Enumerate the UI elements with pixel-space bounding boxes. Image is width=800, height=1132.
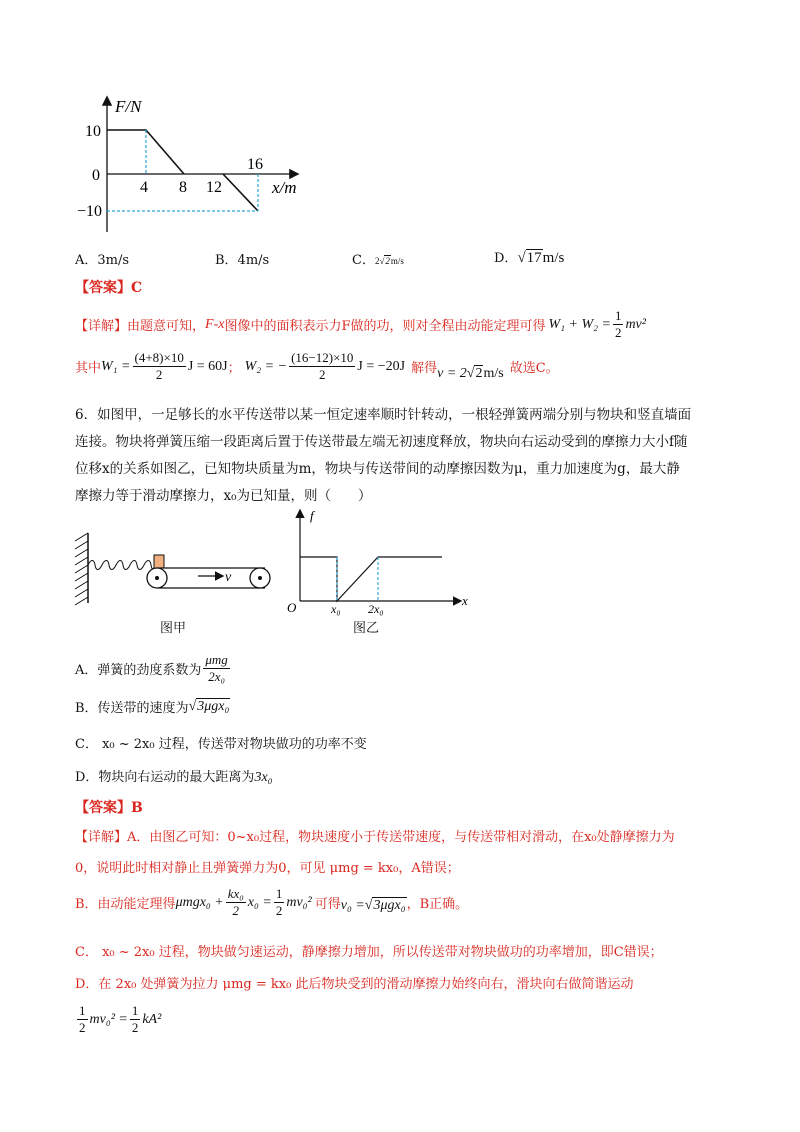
w1-frac — [133, 350, 186, 383]
q6-detail-a1: 【详解】A．由图乙可知：0~x₀过程，物块速度小于传送带速度，与传送带相对滑动，在x₀处静摩擦力为 — [75, 830, 675, 845]
yi-origin: O — [287, 600, 297, 615]
figure-jia-caption: 图甲 — [160, 621, 187, 636]
frac-num: (16−12)×10 — [291, 350, 354, 365]
y-tick-10: 10 — [85, 123, 101, 140]
q5-formula-lhs: W₁ + W₂ = — [548, 316, 611, 332]
frac-den: 2x₀ — [208, 669, 225, 684]
frac-num: 1 — [614, 308, 622, 323]
q5-detail — [75, 308, 646, 341]
last-mid: mv₀² = — [89, 1011, 128, 1027]
v-rad: 2 — [475, 365, 483, 381]
force-curve-negative — [223, 174, 258, 211]
q6-detail-c: C． x₀ ~ 2x₀ 过程，物块做匀速运动，静摩擦力增加，所以传送带对物块做功的功率增加，即C错误； — [75, 945, 663, 960]
q6-option-a — [75, 652, 232, 685]
q5-option-c — [352, 249, 404, 268]
yi-tick-2x0: 2x₀ — [368, 602, 384, 616]
sqrt-symbol: √17 — [517, 250, 542, 266]
q6-option-b — [75, 697, 230, 716]
frac-num: (4+8)×10 — [134, 350, 184, 365]
q6-stem-line-3: 位移x的关系如图乙，已知物块质量为m，物块与传送带间的动摩擦因数为μ，重力加速度为g，最大静 — [75, 461, 680, 477]
sqrt-symbol: √2 — [466, 365, 483, 381]
frac-den: 2 — [79, 1020, 86, 1035]
q6-stem-line-4: 摩擦力等于滑动摩擦力，x₀为已知量，则（ ） — [75, 488, 372, 504]
q6-b-frac1 — [226, 886, 246, 919]
x-axis-label: x/m — [272, 178, 297, 197]
w1-lhs: W₁ = — [101, 358, 131, 374]
force-displacement-graph — [75, 92, 315, 237]
q6-detail-d: D．在 2x₀ 处弹簧为拉力 μmg = kx₀ 此后物块受到的滑动摩擦力始终向右，滑块向右做简谐运动 — [75, 977, 634, 992]
q5-option-a: A．3m/s — [75, 253, 130, 268]
q5-line2-solve: 解得 — [411, 361, 438, 376]
q6-b-eq1: μmgx₀ + — [175, 894, 224, 910]
q6-option-d-text: D．物块向右运动的最大距离为 — [75, 770, 255, 785]
q6-option-c: C． x₀ ~ 2x₀ 过程，传送带对物块做功的功率不变 — [75, 737, 367, 752]
q6-option-d — [75, 766, 273, 786]
v-lhs: v = 2 — [437, 365, 467, 381]
q5-option-c-prefix: C． — [352, 253, 375, 268]
yi-x-label: x — [462, 593, 468, 608]
last-frac2 — [130, 1003, 141, 1036]
frac-den: 2 — [155, 367, 163, 382]
q6-b-rad: 3μgx₀ — [373, 897, 406, 913]
frac-den: 2 — [614, 325, 622, 340]
last-frac1 — [77, 1003, 88, 1036]
yi-y-label: f — [310, 508, 314, 523]
x-tick-12: 12 — [206, 179, 222, 196]
frac-num: μmg — [205, 652, 228, 667]
w2-lhs: W₂ = − — [244, 358, 288, 374]
spring — [88, 561, 158, 570]
q6-b-v: v₀ = — [340, 897, 365, 913]
figure-jia-conveyor — [70, 525, 280, 615]
q6-option-b-rad: 3μgx₀ — [197, 698, 230, 714]
last-tail: kA² — [142, 1011, 162, 1027]
q5-option-c-unit: m/s — [390, 256, 404, 266]
q5-option-c-rad: 2 — [385, 256, 390, 266]
y-tick-0: 0 — [92, 167, 100, 184]
q5-option-d — [494, 247, 564, 267]
q6-option-a-frac — [203, 652, 229, 685]
q6-b-eq2: x₀ = — [247, 894, 272, 910]
q5-line2-tail: 故选C。 — [509, 361, 559, 376]
q6-stem-line-1: 6．如图甲，一足够长的水平传送带以某一恒定速率顺时针转动，一根轻弹簧两端分别与物块和竖直墙面 — [75, 407, 692, 423]
q6-b-frac2 — [274, 886, 285, 919]
wall-hatching — [75, 533, 88, 605]
x-tick-8: 8 — [179, 179, 187, 196]
q5-work-line — [75, 350, 559, 383]
q5-option-b: B．4m/s — [215, 253, 270, 268]
block — [154, 555, 164, 568]
q6-b-tail: ，B正确。 — [406, 897, 469, 912]
q6-stem-line-2: 连接。物块将弹簧压缩一段距离后置于传送带最左端无初速度释放，物块向右运动受到的摩擦力大小f随 — [75, 434, 688, 450]
frac-num: kx₀ — [227, 886, 244, 901]
q5-detail-fx: F-x — [205, 316, 225, 332]
figure-yi-caption: 图乙 — [353, 621, 380, 636]
yi-friction-curve — [300, 557, 442, 601]
q6-detail-b — [75, 886, 468, 919]
q5-detail-text: 图像中的面积表示力F做的功，则对全程由动能定理可得 — [224, 319, 546, 334]
q5-option-c-coeff: 2 — [374, 256, 380, 266]
velocity-label: v — [225, 570, 232, 585]
v-unit: m/s — [483, 365, 504, 381]
w2-rhs: J = −20J — [357, 358, 406, 374]
yi-tick-x0: x₀ — [331, 602, 341, 616]
x-tick-4: 4 — [140, 179, 148, 196]
q6-last-equation — [75, 1003, 161, 1036]
frac-num: 1 — [79, 1003, 86, 1018]
frac-num: 1 — [131, 1003, 139, 1018]
q6-option-a-text: A．弹簧的劲度系数为 — [75, 663, 202, 678]
q6-detail-a2: 0，说明此时相对静止且弹簧弹力为0，可见 μmg = kx₀，A错误； — [75, 861, 460, 876]
q5-line2-sep: ； — [227, 361, 241, 376]
q5-detail-prefix: 【详解】由题意可知， — [75, 319, 206, 334]
q6-option-b-text: B．传送带的速度为 — [75, 701, 189, 716]
q5-line2-prefix: 其中 — [75, 361, 102, 376]
q6-b-prefix: B．由动能定理得 — [75, 897, 176, 912]
q5-formula-rhs: mv² — [625, 316, 646, 332]
w2-frac — [289, 350, 355, 383]
frac-den: 2 — [318, 367, 326, 382]
q5-option-d-rad: 17 — [526, 250, 542, 266]
frac-den: 2 — [232, 903, 240, 918]
x-tick-16: 16 — [247, 156, 263, 173]
figure-yi-friction-graph — [280, 505, 475, 620]
q5-option-d-prefix: D． — [494, 251, 518, 266]
w1-rhs: J = 60J — [187, 358, 228, 374]
frac-den: 2 — [275, 903, 283, 918]
y-axis-label: F/N — [115, 97, 142, 116]
y-tick-minus10: −10 — [77, 203, 103, 220]
sqrt-symbol: √2 — [379, 256, 390, 266]
q6-b-eq3: mv₀² — [286, 894, 312, 910]
q5-formula-frac — [613, 308, 624, 341]
q6-b-mid: 可得 — [314, 897, 341, 912]
sqrt-symbol: √3μgx₀ — [188, 698, 230, 714]
frac-den: 2 — [131, 1020, 139, 1035]
frac-num: 1 — [275, 886, 283, 901]
sqrt-symbol: √3μgx₀ — [364, 897, 406, 913]
q6-answer: 【答案】B — [75, 800, 143, 816]
q6-option-d-val: 3x₀ — [254, 770, 273, 785]
q5-answer: 【答案】C — [75, 280, 143, 296]
q5-option-d-unit: m/s — [542, 250, 565, 266]
